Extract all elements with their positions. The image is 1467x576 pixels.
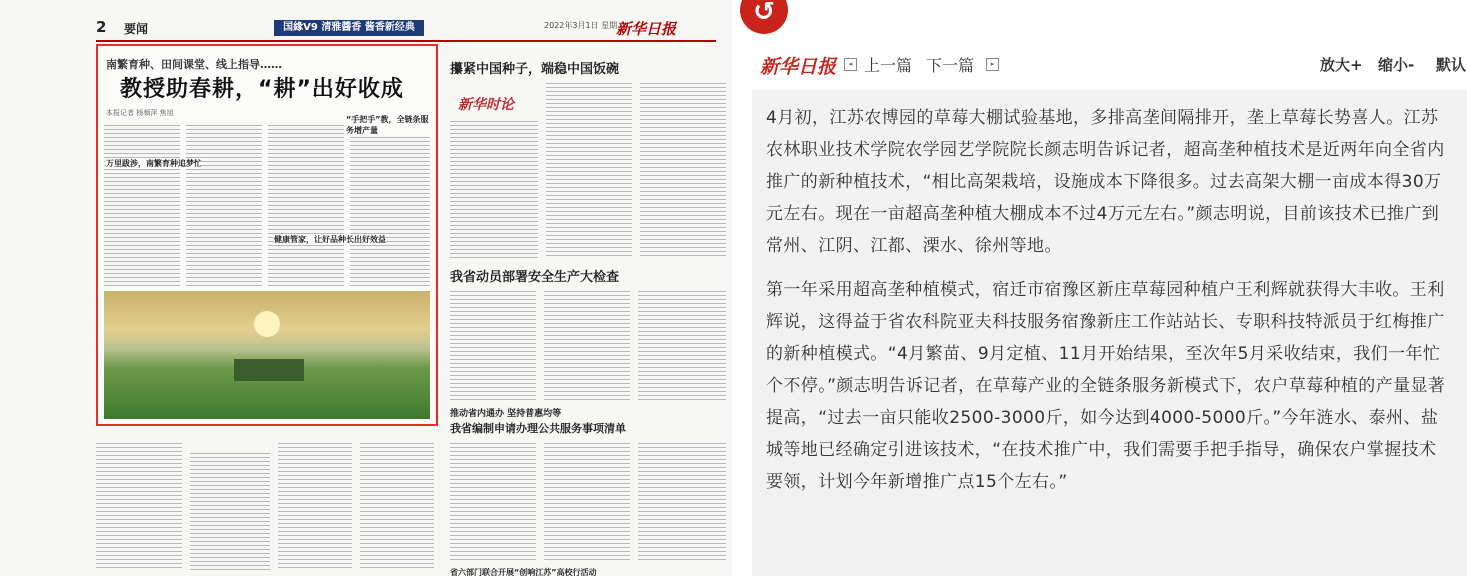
text-column [186,122,262,286]
text-column [546,80,632,258]
text-column [190,450,270,570]
highlighted-article[interactable] [96,44,438,426]
zoom-out-button[interactable]: 缩小- [1378,56,1415,74]
article-byline: 本报记者 杨频萍 焦旭 [106,109,174,117]
text-column [638,288,726,400]
zoom-in-button[interactable]: 放大+ [1320,56,1363,74]
prev-icon[interactable]: ◂ [844,58,857,71]
article-kicker: 南繁育种、田间课堂、线上指导…… [106,58,282,71]
bottom-article-title[interactable]: 省六部门联合开展“创响江苏”高校行活动 [450,568,597,576]
next-article-link[interactable]: 下一篇 [926,56,975,75]
sun-icon [254,311,280,337]
section-name: 要闻 [124,22,149,36]
article-paragraph: 第一年采用超高垄种植模式，宿迁市宿豫区新庄草莓园种植户王利辉就获得大丰收。王利辉说，这得益于省农科院亚夫科技服务宿豫新庄工作站站长、专职科技特派员于红梅推广的新种植模式。“4月繁苗、9月定植、11月开始结果，至次年5月采收结束，我们一年忙个不停。”颜志明告诉记者，在草莓产业的全链条服务新模式下，农户草莓种植的产量显著提高，“过去一亩只能收2500-3000斤，如今达到4000-5000斤。”今年涟水、泰州、盐城等地已经确定引进该技术，“在技术推广中，我们需要手把手指导，确保农户掌握技术要领，计划今年新增推广点15个左右。” [766,280,1446,492]
subhead: “手把手”教，全链条服务增产量 [346,114,436,136]
brand-logo: 新华日报 [760,56,837,78]
subhead: 健康管家，让好品种长出好效益 [274,235,386,244]
seed-article-title[interactable]: 攥紧中国种子，端稳中国饭碗 [450,62,620,77]
reform-article-title[interactable]: 我省编制申请办理公共服务事项清单 [450,422,626,435]
text-column [96,440,182,570]
back-arrow-icon: ↺ [753,0,775,27]
article-headline: 教授助春耕，“耕”出好收成 [120,77,404,102]
commentary-badge: 新华时论 [458,97,514,113]
article-reader [732,0,1467,576]
newspaper-header [96,18,716,42]
newspaper-page [0,0,732,576]
text-column [544,288,630,400]
text-column [638,440,726,560]
text-column [450,288,536,400]
subhead: 万里跋涉，南繁育种追梦忙 [106,159,202,168]
text-column [450,118,538,258]
text-column [450,440,536,560]
default-size-button[interactable]: 默认 [1436,56,1467,74]
text-column [350,122,430,286]
field-photo [104,291,430,419]
prev-article-link[interactable]: 上一篇 [864,56,913,75]
text-column [104,122,180,286]
back-button[interactable] [740,0,788,34]
reader-toolbar [732,48,1467,82]
page-number: 2 [96,18,107,36]
text-column [640,80,726,258]
reform-article-kicker: 推动省内通办 坚持普惠均等 [450,409,562,419]
tractor-icon [234,359,304,381]
paper-masthead: 新华日报 [616,20,677,38]
article-body [752,90,1467,576]
text-column [360,440,434,570]
next-icon[interactable]: ▸ [986,58,999,71]
text-column [268,122,344,286]
text-column [278,440,352,570]
text-column [544,440,630,560]
article-paragraph: 4月初，江苏农博园的草莓大棚试验基地，多排高垄间隔排开，垄上草莓长势喜人。江苏农林职业技术学院农学园艺学院院长颜志明告诉记者，超高垄种植技术是近两年向全省内推广的新种植技术，“相比高架栽培，设施成本下降很多。过去高架大棚一亩成本得30万元左右。现在一亩超高垄种植大棚成本不过4万元左右。”颜志明说，目前该技术已推广到常州、江阴、江都、溧水、徐州等地。 [766,108,1445,256]
header-ad: 国緣V9 清雅醬香 酱香新经典 [274,20,424,36]
paper-date: 2022年3月1日 星期二 [544,21,626,30]
safety-article-title[interactable]: 我省动员部署安全生产大检查 [450,270,620,285]
